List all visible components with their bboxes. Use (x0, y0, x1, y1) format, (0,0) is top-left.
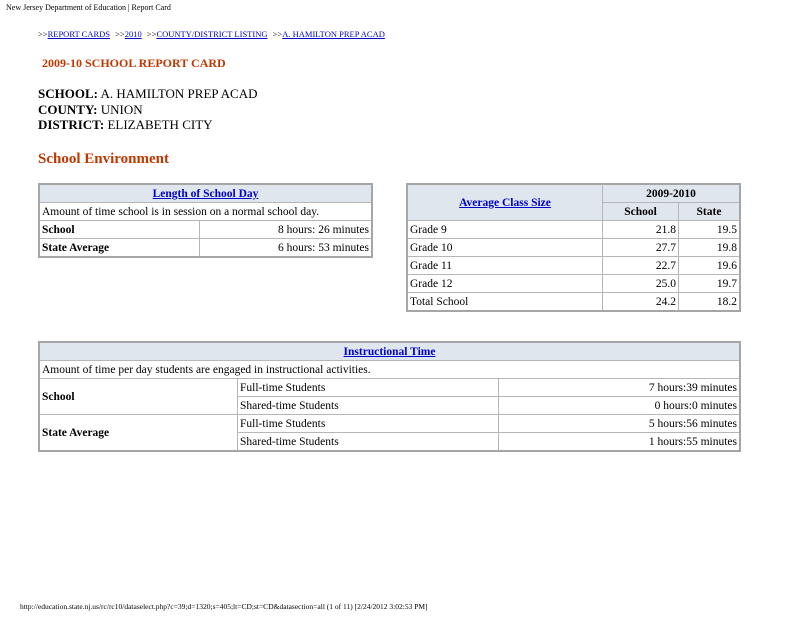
instructional-time-table (38, 341, 741, 452)
student-type: Full-time Students (238, 379, 499, 397)
report-title: 2009-10 SCHOOL REPORT CARD (42, 56, 226, 70)
time-value: 1 hours:55 minutes (499, 433, 741, 452)
grade-label: Grade 9 (407, 221, 603, 239)
state-value: 18.2 (678, 293, 740, 312)
table-row (407, 275, 740, 293)
school-line (38, 86, 258, 102)
school-value: A. HAMILTON PREP ACAD (100, 86, 258, 101)
instructional-time-link[interactable]: Instructional Time (343, 345, 436, 358)
breadcrumb-sep: >> (38, 29, 48, 39)
time-value: 7 hours:39 minutes (499, 379, 741, 397)
table-row (39, 415, 740, 433)
school-value: 21.8 (603, 221, 679, 239)
district-value: ELIZABETH CITY (107, 117, 213, 132)
breadcrumb-link-report-cards[interactable]: REPORT CARDS (47, 29, 110, 39)
state-value: 19.6 (678, 257, 740, 275)
group-label: State Average (39, 415, 238, 452)
school-value: 25.0 (603, 275, 679, 293)
row-label: State Average (39, 239, 200, 258)
table-row (39, 379, 740, 397)
state-column-header: State (678, 203, 740, 221)
group-label: School (39, 379, 238, 415)
school-info (38, 86, 258, 133)
state-value: 19.8 (678, 239, 740, 257)
print-footer: http://education.state.nj.us/rc/rc10/dataselect.php?c=39;d=1320;s=405;lt=CD;st=CD&datasection=all (1 of 11) [2/24/2012 3:02:53 PM] (20, 602, 428, 611)
student-type: Shared-time Students (238, 397, 499, 415)
state-value: 19.5 (678, 221, 740, 239)
length-of-school-day-description: Amount of time school is in session on a normal school day. (39, 203, 372, 221)
county-line (38, 102, 258, 118)
length-of-school-day-header (39, 184, 372, 203)
school-value: 27.7 (603, 239, 679, 257)
school-column-header: School (603, 203, 679, 221)
grade-label: Total School (407, 293, 603, 312)
student-type: Shared-time Students (238, 433, 499, 452)
table-row (39, 239, 372, 258)
school-label: SCHOOL: (38, 86, 98, 101)
school-value: 22.7 (603, 257, 679, 275)
table-row (407, 293, 740, 312)
instructional-time-header (39, 342, 740, 361)
table-row (407, 239, 740, 257)
length-of-school-day-table (38, 183, 373, 258)
grade-label: Grade 11 (407, 257, 603, 275)
section-title: School Environment (38, 151, 169, 167)
student-type: Full-time Students (238, 415, 499, 433)
time-value: 5 hours:56 minutes (499, 415, 741, 433)
state-value: 19.7 (678, 275, 740, 293)
row-label: School (39, 221, 200, 239)
row-value: 8 hours: 26 minutes (200, 221, 373, 239)
breadcrumb-link-year[interactable]: 2010 (124, 29, 142, 39)
instructional-time-description: Amount of time per day students are engaged in instructional activities. (39, 361, 740, 379)
table-row (407, 257, 740, 275)
breadcrumb-sep: >> (146, 29, 157, 39)
length-of-school-day-link[interactable]: Length of School Day (152, 187, 259, 200)
school-value: 24.2 (603, 293, 679, 312)
breadcrumb-link-school[interactable]: A. HAMILTON PREP ACAD (282, 29, 385, 39)
print-header: New Jersey Department of Education | Report Card (6, 3, 171, 12)
row-value: 6 hours: 53 minutes (200, 239, 373, 258)
district-label: DISTRICT: (38, 117, 105, 132)
table-row (407, 221, 740, 239)
average-class-size-table (406, 183, 741, 312)
time-value: 0 hours:0 minutes (499, 397, 741, 415)
average-class-size-header (407, 184, 603, 221)
county-value: UNION (100, 101, 143, 117)
grade-label: Grade 12 (407, 275, 603, 293)
year-header: 2009-2010 (603, 184, 741, 203)
breadcrumb-link-county-district[interactable]: COUNTY/DISTRICT LISTING (156, 29, 268, 39)
grade-label: Grade 10 (407, 239, 603, 257)
district-line (38, 117, 258, 133)
breadcrumb (38, 29, 385, 39)
breadcrumb-sep: >> (272, 29, 283, 39)
average-class-size-link[interactable]: Average Class Size (459, 196, 551, 209)
table-row (39, 221, 372, 239)
breadcrumb-sep: >> (115, 29, 125, 39)
county-label: COUNTY: (38, 101, 98, 117)
